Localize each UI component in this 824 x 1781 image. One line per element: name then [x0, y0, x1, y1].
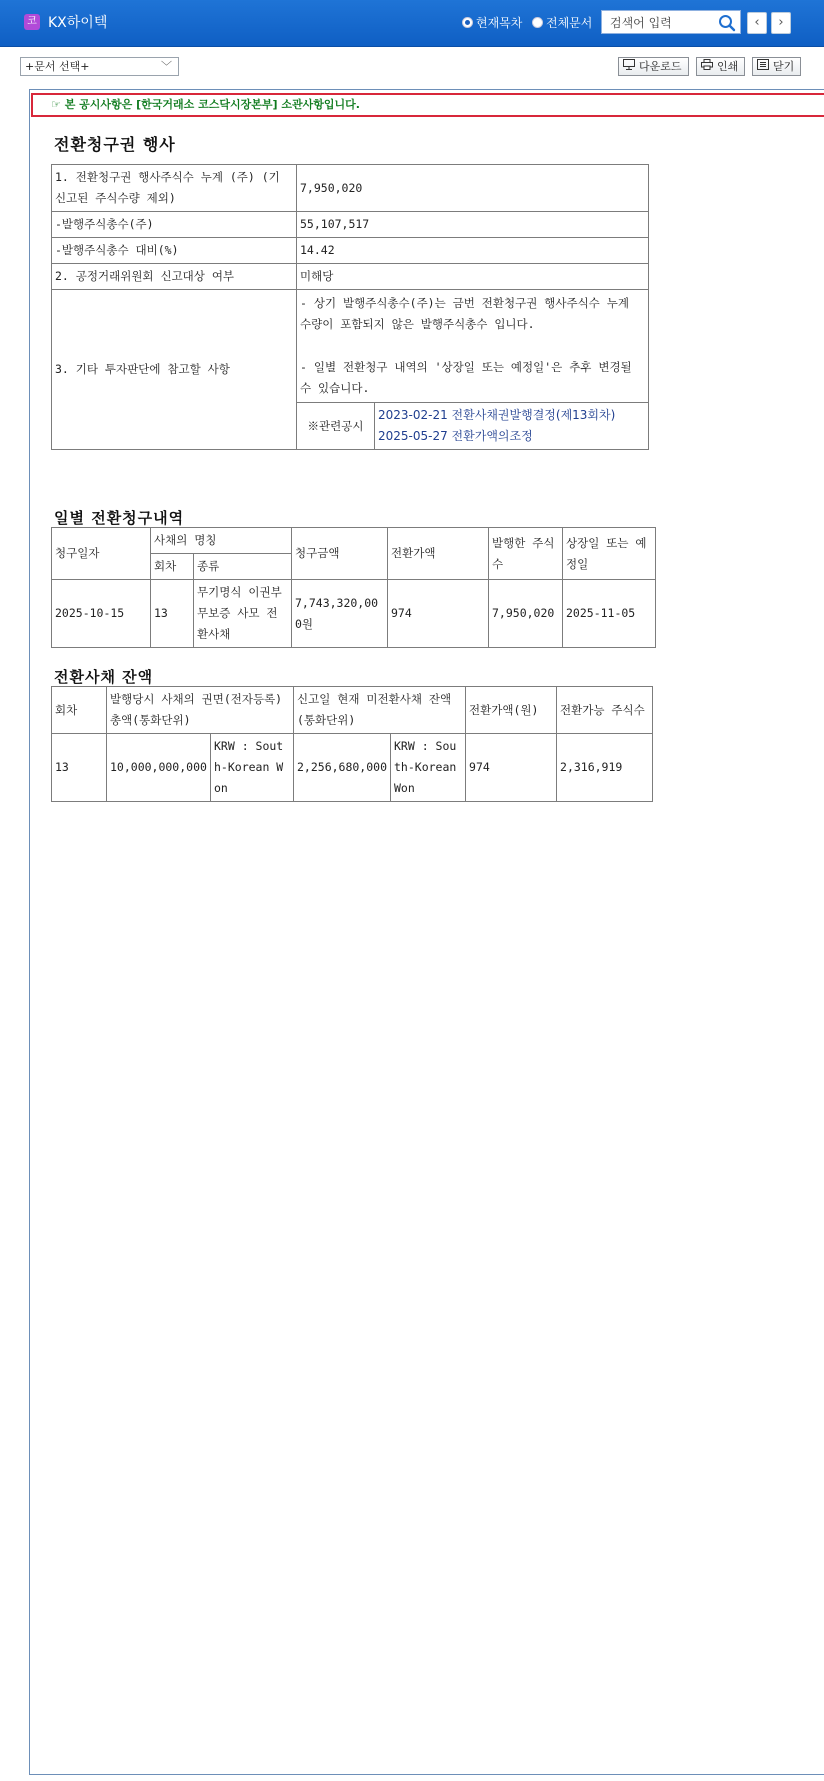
section-title-daily-conversion: 일별 전환청구내역	[54, 509, 185, 527]
section-title-conversion-exercise: 전환청구권 행사	[54, 135, 176, 154]
row-value: 미해당	[297, 264, 649, 290]
cell-round: 13	[151, 580, 194, 648]
table-header-row	[52, 687, 653, 734]
chevron-down-icon: ﹀	[161, 60, 172, 73]
header-bond-name: 사채의 명칭	[151, 528, 292, 554]
row-value: 7,950,020	[297, 165, 649, 212]
list-icon	[757, 58, 769, 75]
next-button[interactable]	[771, 12, 791, 34]
cell-issue-total: 10,000,000,000	[107, 734, 211, 802]
close-button[interactable]	[752, 57, 801, 76]
cell-kind: 무기명식 이권부 무보증 사모 전환사채	[194, 580, 292, 648]
header-kind: 종류	[194, 554, 292, 580]
notice-banner: ☞ 본 공시사항은 [한국거래소 코스닥시장본부] 소관사항입니다.	[31, 93, 824, 117]
cell-remaining: 2,256,680,000	[294, 734, 391, 802]
header-round: 회차	[52, 687, 107, 734]
cell-date: 2025-10-15	[52, 580, 151, 648]
search-icon[interactable]	[718, 14, 736, 35]
row-label: -발행주식총수(주)	[52, 212, 297, 238]
other-info-line-2: - 일별 전환청구 내역의 '상장일 또는 예정일'은 추후 변경될 수 있습니다.	[300, 360, 632, 395]
chevron-left-icon: ‹	[754, 15, 760, 30]
header-date: 청구일자	[52, 528, 151, 580]
section-title-bond-balance: 전환사채 잔액	[54, 668, 154, 686]
cell-issue-currency: KRW : South-Korean Won	[211, 734, 294, 802]
cell-round: 13	[52, 734, 107, 802]
scope-current-radio[interactable]	[462, 14, 522, 31]
header-round: 회차	[151, 554, 194, 580]
other-info-line-1: - 상기 발행주식총수(주)는 금번 전환청구권 행사주식수 누계 수량이 포함되지 않은 발행주식총수 입니다.	[300, 296, 629, 331]
spacer	[300, 335, 645, 357]
header-remaining: 신고일 현재 미전환사채 잔액 (통화단위)	[294, 687, 466, 734]
printer-icon	[701, 58, 713, 75]
company-name: KX하이텍	[48, 15, 108, 31]
table-row	[52, 238, 649, 264]
cell-remaining-currency: KRW : South-Korean Won	[391, 734, 466, 802]
document-select[interactable]	[20, 57, 179, 76]
table-row	[52, 734, 653, 802]
row-label: 1. 전환청구권 행사주식수 누계 (주) (기 신고된 주식수량 제외)	[52, 165, 297, 212]
search-box	[601, 10, 741, 34]
header-price: 전환가액	[388, 528, 489, 580]
monitor-icon	[623, 58, 635, 75]
document-select-value: +문서 선택+	[25, 60, 90, 73]
radio-unselected-icon[interactable]	[532, 17, 543, 28]
download-label: 다운로드	[639, 60, 682, 73]
search-input[interactable]	[608, 12, 720, 34]
table-row	[52, 580, 656, 648]
row-label: -발행주식총수 대비(%)	[52, 238, 297, 264]
table-header-row	[52, 528, 656, 554]
daily-conversion-table	[51, 527, 656, 648]
header-amount: 청구금액	[292, 528, 388, 580]
table-row	[52, 212, 649, 238]
bond-balance-table	[51, 686, 653, 802]
scope-current-label: 현재목차	[476, 16, 523, 30]
row-label: 2. 공정거래위원회 신고대상 여부	[52, 264, 297, 290]
print-button[interactable]	[696, 57, 745, 76]
table-row	[52, 290, 649, 403]
top-bar	[0, 0, 824, 47]
header-listing: 상장일 또는 예정일	[563, 528, 656, 580]
cell-amount: 7,743,320,000원	[292, 580, 388, 648]
cell-price: 974	[388, 580, 489, 648]
other-info-text	[297, 290, 649, 403]
scope-all-radio[interactable]	[532, 14, 592, 31]
header-price: 전환가액(원)	[466, 687, 557, 734]
header-shares: 발행한 주식수	[489, 528, 563, 580]
prev-button[interactable]	[747, 12, 767, 34]
cell-price: 974	[466, 734, 557, 802]
company-logo-icon: 코	[24, 14, 40, 30]
radio-selected-icon[interactable]	[462, 17, 473, 28]
cell-shares: 7,950,020	[489, 580, 563, 648]
close-label: 닫기	[773, 60, 795, 73]
cell-shares: 2,316,919	[557, 734, 653, 802]
header-issue-total: 발행당시 사채의 권면(전자등록)총액(통화단위)	[107, 687, 294, 734]
row-value: 55,107,517	[297, 212, 649, 238]
scope-all-label: 전체문서	[546, 16, 593, 30]
related-link-bond-issue[interactable]: 2023-02-21 전환사채권발행결정(제13회차)	[378, 408, 616, 422]
related-disclosure-links	[375, 403, 649, 450]
related-disclosure-label: ※관련공시	[297, 403, 375, 450]
cell-listing: 2025-11-05	[563, 580, 656, 648]
row-value: 14.42	[297, 238, 649, 264]
related-link-price-adjust[interactable]: 2025-05-27 전환가액의조정	[378, 429, 533, 443]
header-shares: 전환가능 주식수	[557, 687, 653, 734]
print-label: 인쇄	[717, 60, 739, 73]
download-button[interactable]	[618, 57, 689, 76]
table-row	[52, 264, 649, 290]
chevron-right-icon: ›	[778, 15, 784, 30]
other-info-label: 3. 기타 투자판단에 참고할 사항	[52, 290, 297, 450]
table-row	[52, 165, 649, 212]
conversion-exercise-table	[51, 164, 649, 450]
